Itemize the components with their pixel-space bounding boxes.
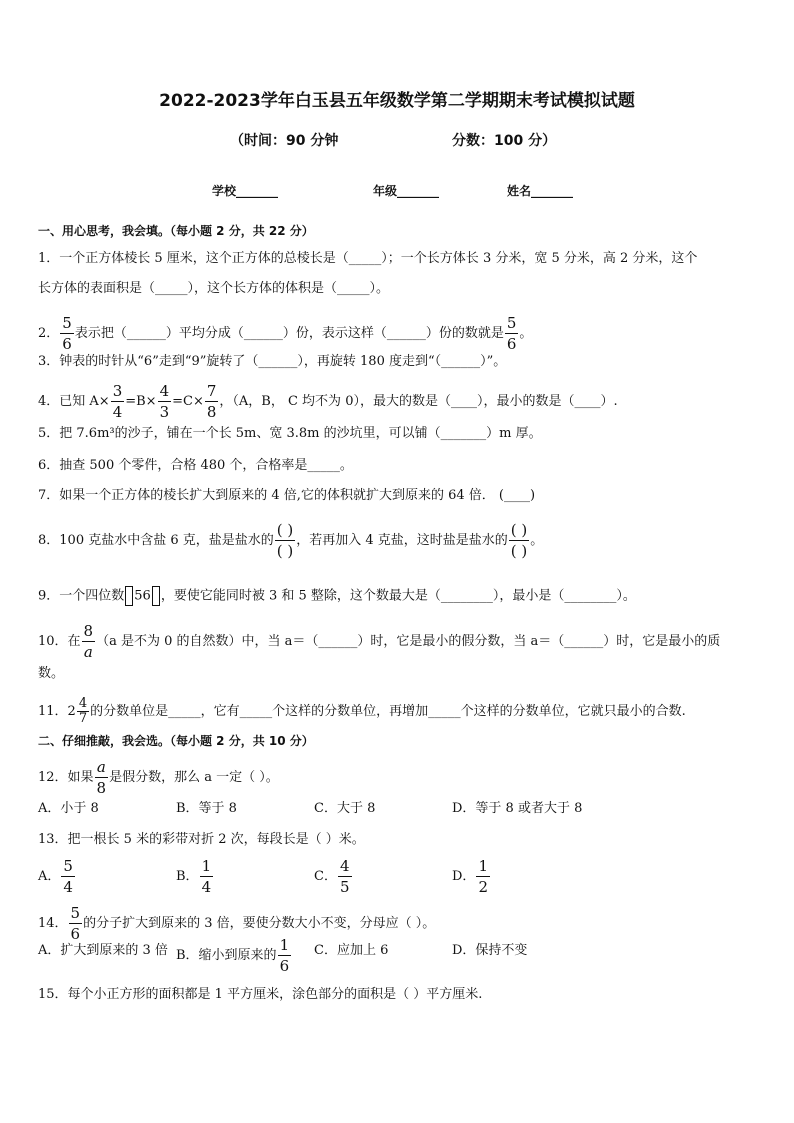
fraction: $\frac{4}{7}$: [78, 696, 88, 726]
option-c[interactable]: C． $\frac{4}{5}$: [314, 857, 350, 896]
fraction: $\frac{7}{8}$: [206, 382, 217, 421]
exam-meta: [230, 130, 590, 150]
question-2: 2． $\frac{5}{6}$ 表示把（______）平均分成（______）份，表示这样（______）份的数就是 $\frac{5}{6}$ 。: [38, 314, 533, 353]
question-12: 12．如果 $\frac{a}{8}$ 是假分数，那么 a 一定（ ）。: [38, 758, 279, 797]
fraction: $\frac{5}{6}$: [70, 904, 81, 943]
exam-time: （时间：90 分钟: [230, 133, 339, 149]
fraction: $\frac{a}{8}$: [96, 758, 107, 797]
question-14-options: [38, 936, 768, 985]
question-5: 5．把 7.6m³的沙子，铺在一个长 5m、宽 3.8m 的沙坑里，可以铺（_______）m 厚。: [38, 426, 542, 441]
fraction: $\frac{4}{3}$: [159, 382, 170, 421]
option-d[interactable]: D． $\frac{1}{2}$: [452, 857, 488, 896]
question-14: 14． $\frac{5}{6}$ 的分子扩大到原来的 3 倍，要使分数大小不变，分母应（ ）。: [38, 904, 436, 943]
option-c[interactable]: C．应加上 6: [314, 943, 389, 958]
option-a[interactable]: A．小于 8: [38, 801, 99, 816]
option-b[interactable]: B．缩小到原来的 $\frac{1}{6}$: [176, 936, 290, 975]
fraction: $\frac{5}{6}$: [506, 314, 517, 353]
fraction: $\frac{3}{4}$: [112, 382, 123, 421]
option-c[interactable]: C．大于 8: [314, 801, 376, 816]
question-10-line-2: 数。: [38, 666, 65, 681]
exam-score: 分数：100 分）: [452, 133, 557, 149]
question-13: 13．把一根长 5 米的彩带对折 2 次，每段长是（ ）米。: [38, 832, 365, 847]
option-d[interactable]: D．等于 8 或者大于 8: [452, 801, 583, 816]
option-a[interactable]: A． $\frac{5}{4}$: [38, 857, 73, 896]
question-8: 8．100 克盐水中含盐 6 克，盐是盐水的 $\frac{( )}{( )}$ ，若再加入 4 克盐，这时盐是盐水的 $\frac{( )}{( )}$ 。: [38, 521, 544, 560]
digit-box: [152, 586, 160, 606]
question-3: 3．钟表的时针从“6”走到“9”旋转了（______），再旋转 180 度走到“（______）”。: [38, 354, 507, 369]
digit-box: [125, 586, 133, 606]
grade-field: 年级_______: [373, 184, 440, 198]
fraction: $\frac{5}{6}$: [62, 314, 72, 353]
blank-fraction: $\frac{( )}{( )}$: [510, 521, 528, 560]
question-4: 4．已知 A× $\frac{3}{4}$ =B× $\frac{4}{3}$ =C× $\frac{7}{8}$ ，（A，B， C 均不为 0），最大的数是（____），最小的数是（____）.: [38, 382, 618, 421]
section-2-heading: 二、仔细推敲，我会选。（每小题 2 分，共 10 分）: [38, 734, 314, 748]
section-1-heading: 一、用心思考，我会填。（每小题 2 分，共 22 分）: [38, 224, 314, 238]
question-6: 6．抽查 500 个零件，合格 480 个，合格率是_____。: [38, 458, 353, 473]
question-11: 11．2 $\frac{4}{7}$ 的分数单位是_____，它有_____个这样的分数单位，再增加_____个这样的分数单位，它就只最小的合数.: [38, 696, 686, 726]
option-b[interactable]: B． $\frac{1}{4}$: [176, 857, 212, 896]
question-7: 7．如果一个正方体的棱长扩大到原来的 4 倍,它的体积就扩大到原来的 64 倍． (____): [38, 488, 536, 503]
question-15: 15．每个小正方形的面积都是 1 平方厘米，涂色部分的面积是（ ）平方厘米.: [38, 987, 483, 1002]
school-field: 学校_______: [212, 184, 279, 198]
question-10-line-1: 10．在 $\frac{8}{a}$ （a 是不为 0 的自然数）中，当 a＝（______）时，它是最小的假分数，当 a＝（______）时，它是最小的质: [38, 622, 721, 661]
question-1-line-1: 1．一个正方体棱长 5 厘米，这个正方体的总棱长是（_____）；一个长方体长 3 分米，宽 5 分米，高 2 分米，这个: [38, 251, 698, 266]
question-1-line-2: 长方体的表面积是（_____），这个长方体的体积是（_____）。: [38, 281, 390, 296]
fraction: $\frac{8}{a}$: [83, 622, 94, 661]
page-title: 2022-2023学年白玉县五年级数学第二学期期末考试模拟试题: [159, 91, 635, 111]
blank-fraction: $\frac{( )}{( )}$: [276, 521, 294, 560]
option-a[interactable]: A．扩大到原来的 3 倍: [38, 943, 168, 958]
question-13-options: [38, 856, 768, 900]
option-b[interactable]: B．等于 8: [176, 801, 237, 816]
question-9: 9．一个四位数 56 ，要使它能同时被 3 和 5 整除，这个数最大是（________），最小是（________）。: [38, 586, 768, 607]
name-field: 姓名_______: [507, 184, 574, 198]
option-d[interactable]: D．保持不变: [452, 943, 528, 958]
